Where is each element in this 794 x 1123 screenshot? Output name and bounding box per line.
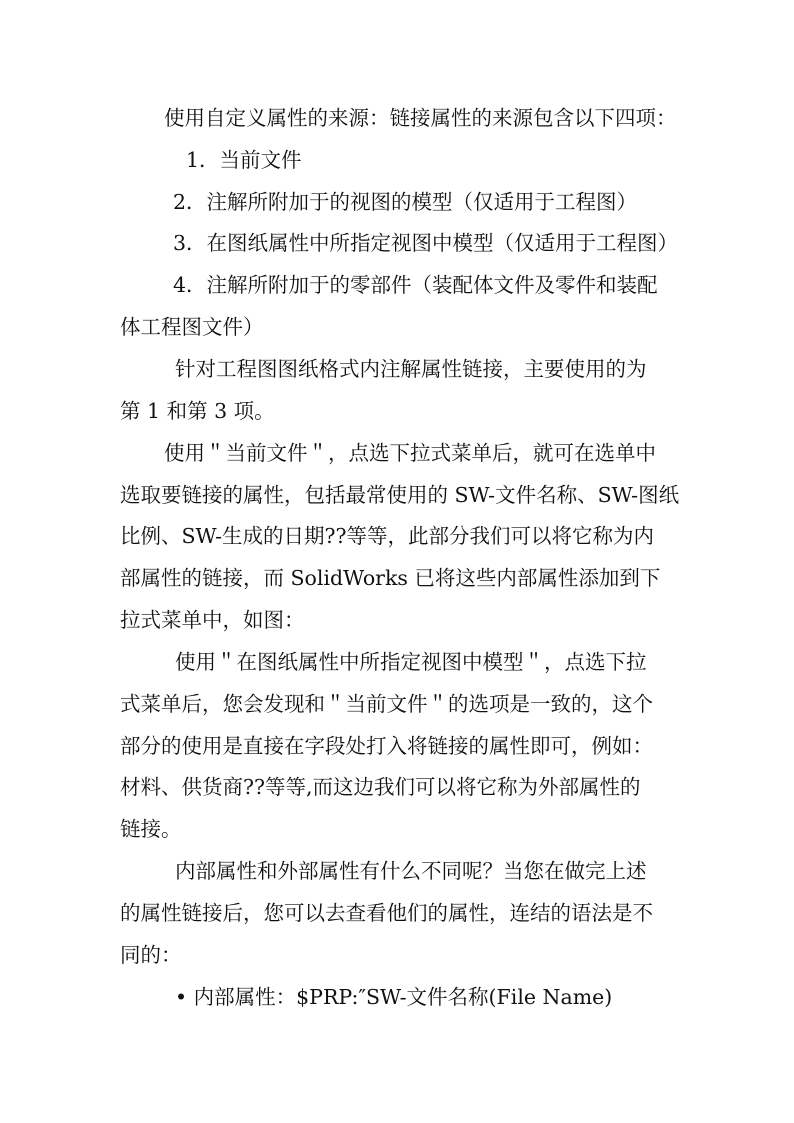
paragraph-line: 部属性的链接，而 SolidWorks 已将这些内部属性添加到下 [120,566,661,590]
list-item-1: 1．当前文件 [186,148,302,172]
list-item-4-continued: 体工程图文件） [120,315,264,339]
paragraph-line: 式菜单后，您会发现和＂当前文件＂的选项是一致的，这个 [120,692,653,716]
paragraph-line: 针对工程图图纸格式内注解属性链接，主要使用的为 [175,357,647,381]
paragraph-line: 使用＂在图纸属性中所指定视图中模型＂，点选下拉 [175,650,647,674]
paragraph-line: 部分的使用是直接在字段处打入将链接的属性即可，例如： [120,734,653,758]
paragraph-line: 内部属性和外部属性有什么不同呢？当您在做完上述 [175,859,647,883]
list-item-4: 4．注解所附加于的零部件（装配体文件及零件和装配 [173,273,658,297]
paragraph-line: 链接。 [120,817,182,841]
paragraph-line: 材料、供货商??等等,而这边我们可以将它称为外部属性的 [120,775,641,799]
paragraph-line: 选取要链接的属性，包括最常使用的 SW-文件名称、SW-图纸 [120,483,680,507]
list-item-2: 2．注解所附加于的视图的模型（仅适用于工程图） [173,190,638,214]
list-item-3: 3．在图纸属性中所指定视图中模型（仅适用于工程图） [173,231,679,255]
intro-line: 使用自定义属性的来源：链接属性的来源包含以下四项： [164,106,677,130]
paragraph-line: 的属性链接后，您可以去查看他们的属性，连结的语法是不 [120,901,653,925]
paragraph-line: 比例、SW-生成的日期??等等，此部分我们可以将它称为内 [120,524,655,548]
paragraph-line: 第 1 和第 3 项。 [120,399,275,423]
paragraph-line: 同的： [120,943,182,967]
paragraph-line: 使用＂当前文件＂，点选下拉式菜单后，就可在选单中 [164,441,656,465]
paragraph-line: 拉式菜单中，如图： [120,608,305,632]
bullet-line: • 内部属性：$PRP:″SW-文件名称(File Name) [175,985,613,1009]
